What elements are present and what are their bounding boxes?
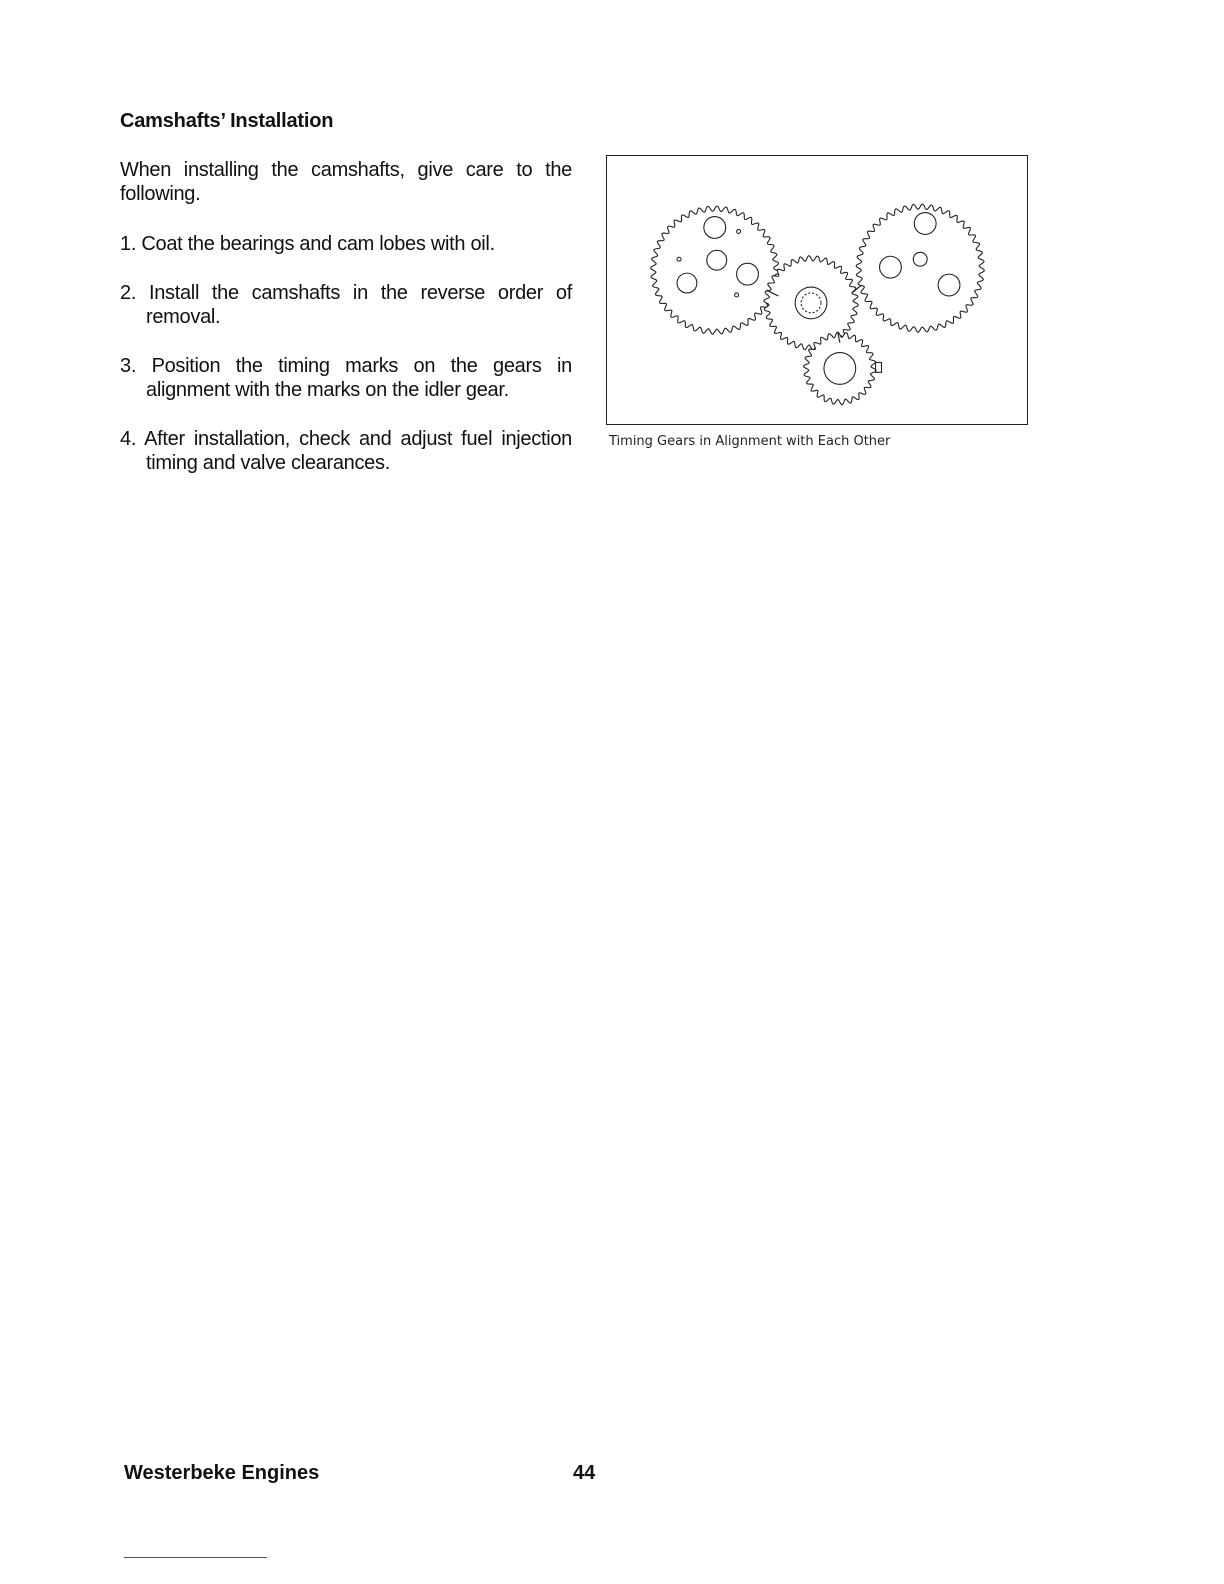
step-item [120,281,572,329]
right-cam-gear [856,204,984,332]
step-number: 2. [120,282,137,304]
step-text: Install the camshafts in the reverse order of removal. [146,282,572,328]
step-number: 4. [120,428,137,450]
step-item [120,232,572,256]
section-title: Camshafts’ Installation [120,110,334,132]
installation-steps [120,232,572,500]
step-number: 1. [120,233,137,255]
step-number: 3. [120,355,137,377]
footer-rule [124,1557,267,1558]
step-text: Position the timing marks on the gears in alignment with the marks on the idler gear. [146,355,572,401]
timing-gears-figure [606,155,1028,425]
crank-gear [804,332,877,405]
step-item [120,427,572,475]
step-text: After installation, check and adjust fuel injection timing and valve clearances. [144,428,572,474]
page-number: 44 [573,1462,596,1484]
timing-gears-illustration [607,156,1027,424]
gears-layer [651,204,985,405]
figure-caption: Timing Gears in Alignment with Each Other [609,434,891,449]
step-text: Coat the bearings and cam lobes with oil. [141,233,495,255]
step-item [120,354,572,402]
footer-brand: Westerbeke Engines [124,1462,320,1484]
intro-paragraph: When installing the camshafts, give care to the following. [120,159,572,205]
